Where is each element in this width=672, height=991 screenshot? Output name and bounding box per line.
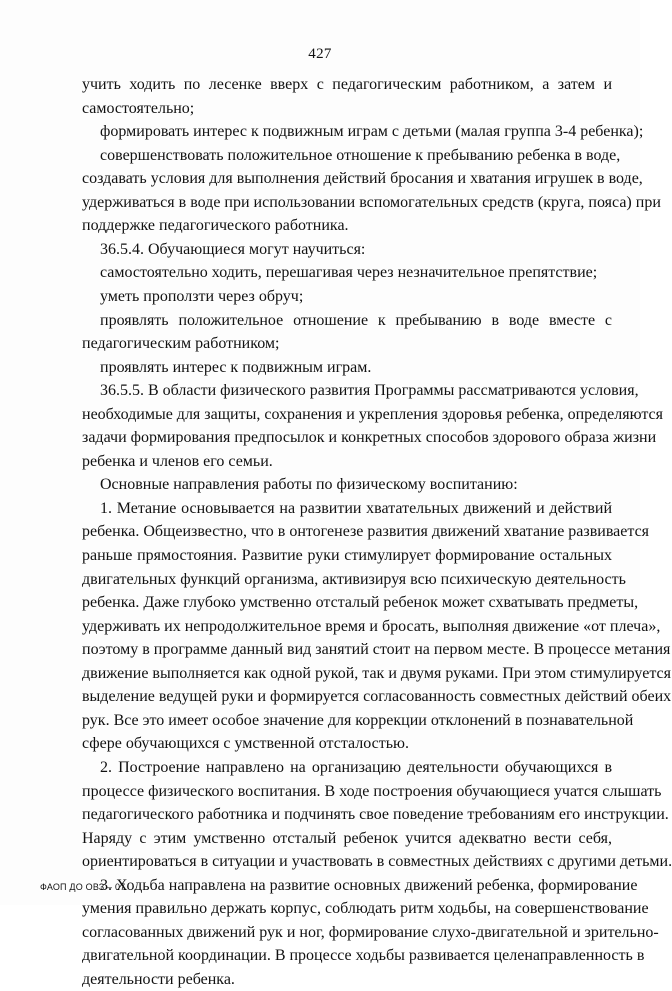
text-line: ребенка. Даже глубоко умственно отсталый ребенок может схватывать предметы, <box>82 594 639 612</box>
text-line: двигательной координации. В процессе ходьбы развивается целенаправленность в <box>82 947 645 965</box>
text-line: удерживаться в воде при использовании вспомогательных средств (круга, пояса) при <box>82 193 661 211</box>
text-line: умения правильно держать корпус, соблюдать ритм ходьбы, на совершенствование <box>82 900 649 918</box>
text-line: формировать интерес к подвижным играм с детьми (малая группа 3-4 ребенка); <box>100 123 644 141</box>
text-line: педагогического работника и подчинять свое поведение требованиям его инструкции. <box>82 806 669 824</box>
text-line: деятельности ребенка. <box>82 970 235 988</box>
text-line: процессе физического воспитания. В ходе построения обучающиеся учатся слышать <box>82 782 662 800</box>
text-line: 36.5.5. В области физического развития Программы рассматриваются условия, <box>100 382 639 400</box>
text-line: поэтому в программе данный вид занятий стоит на первом месте. В процессе метания <box>82 641 671 659</box>
text-line: поддержке педагогического работника. <box>82 217 349 235</box>
text-line: самостоятельно; <box>82 99 195 117</box>
text-line: самостоятельно ходить, перешагивая через незначительное препятствие; <box>100 264 598 282</box>
text-line: создавать условия для выполнения действий бросания и хватания игрушек в воде, <box>82 170 643 188</box>
text-line: 1. Метание основывается на развитии хватательных движений и действий <box>100 499 612 517</box>
text-line: согласованных движений рук и ног, формирование слухо-двигательной и зрительно- <box>82 923 659 941</box>
text-line: совершенствовать положительное отношение к пребыванию ребенка в воде, <box>100 146 621 164</box>
text-line: Наряду с этим умственно отсталый ребенок учится адекватно вести себя, <box>82 829 612 847</box>
text-line: проявлять интерес к подвижным играм. <box>100 358 372 376</box>
text-line: учить ходить по лесенке вверх с педагогическим работником, а затем и <box>82 76 612 93</box>
page-number: 427 <box>308 46 332 62</box>
text-line: Основные направления работы по физическому воспитанию: <box>100 476 518 494</box>
text-line: двигательных функций организма, активизируя всю психическую деятельность <box>82 570 626 588</box>
text-line: ребенка. Общеизвестно, что в онтогенезе развития движений хватание развивается <box>82 523 650 541</box>
footer-code: ФАОП ДО ОВЗ – 07 <box>40 882 126 892</box>
text-line: 3. Ходьба направлена на развитие основных движений ребенка, формирование <box>100 876 638 894</box>
text-line: рук. Все это имеет особое значение для коррекции отклонений в познавательной <box>82 711 634 729</box>
text-line: проявлять положительное отношение к пребыванию в воде вместе с <box>100 311 612 329</box>
text-line: выделение ведущей руки и формируется согласованность совместных действий обеих <box>82 688 672 706</box>
text-line: движение выполняется как одной рукой, так и двумя руками. При этом стимулируется <box>82 664 671 682</box>
text-line: ребенка и членов его семьи. <box>82 452 273 470</box>
text-line: 2. Построение направлено на организацию деятельности обучающихся в <box>100 758 612 776</box>
text-line: раньше прямостояния. Развитие руки стимулирует формирование остальных <box>82 547 612 564</box>
text-line: необходимые для защиты, сохранения и укрепления здоровья ребенка, определяются <box>82 405 663 423</box>
text-line: 36.5.4. Обучающиеся могут научиться: <box>100 240 366 258</box>
text-line: сфере обучающихся с умственной отсталостью. <box>82 735 409 753</box>
text-line: педагогическим работником; <box>82 335 280 353</box>
text-line: ориентироваться в ситуации и участвовать в совместных действиях с другими детьми. <box>82 853 672 871</box>
text-line: задачи формирования предпосылок и конкретных способов здорового образа жизни <box>82 429 657 447</box>
text-line: удерживать их непродолжительное время и бросать, выполняя движение «от плеча», <box>82 617 661 635</box>
text-line: уметь проползти через обруч; <box>100 287 304 305</box>
